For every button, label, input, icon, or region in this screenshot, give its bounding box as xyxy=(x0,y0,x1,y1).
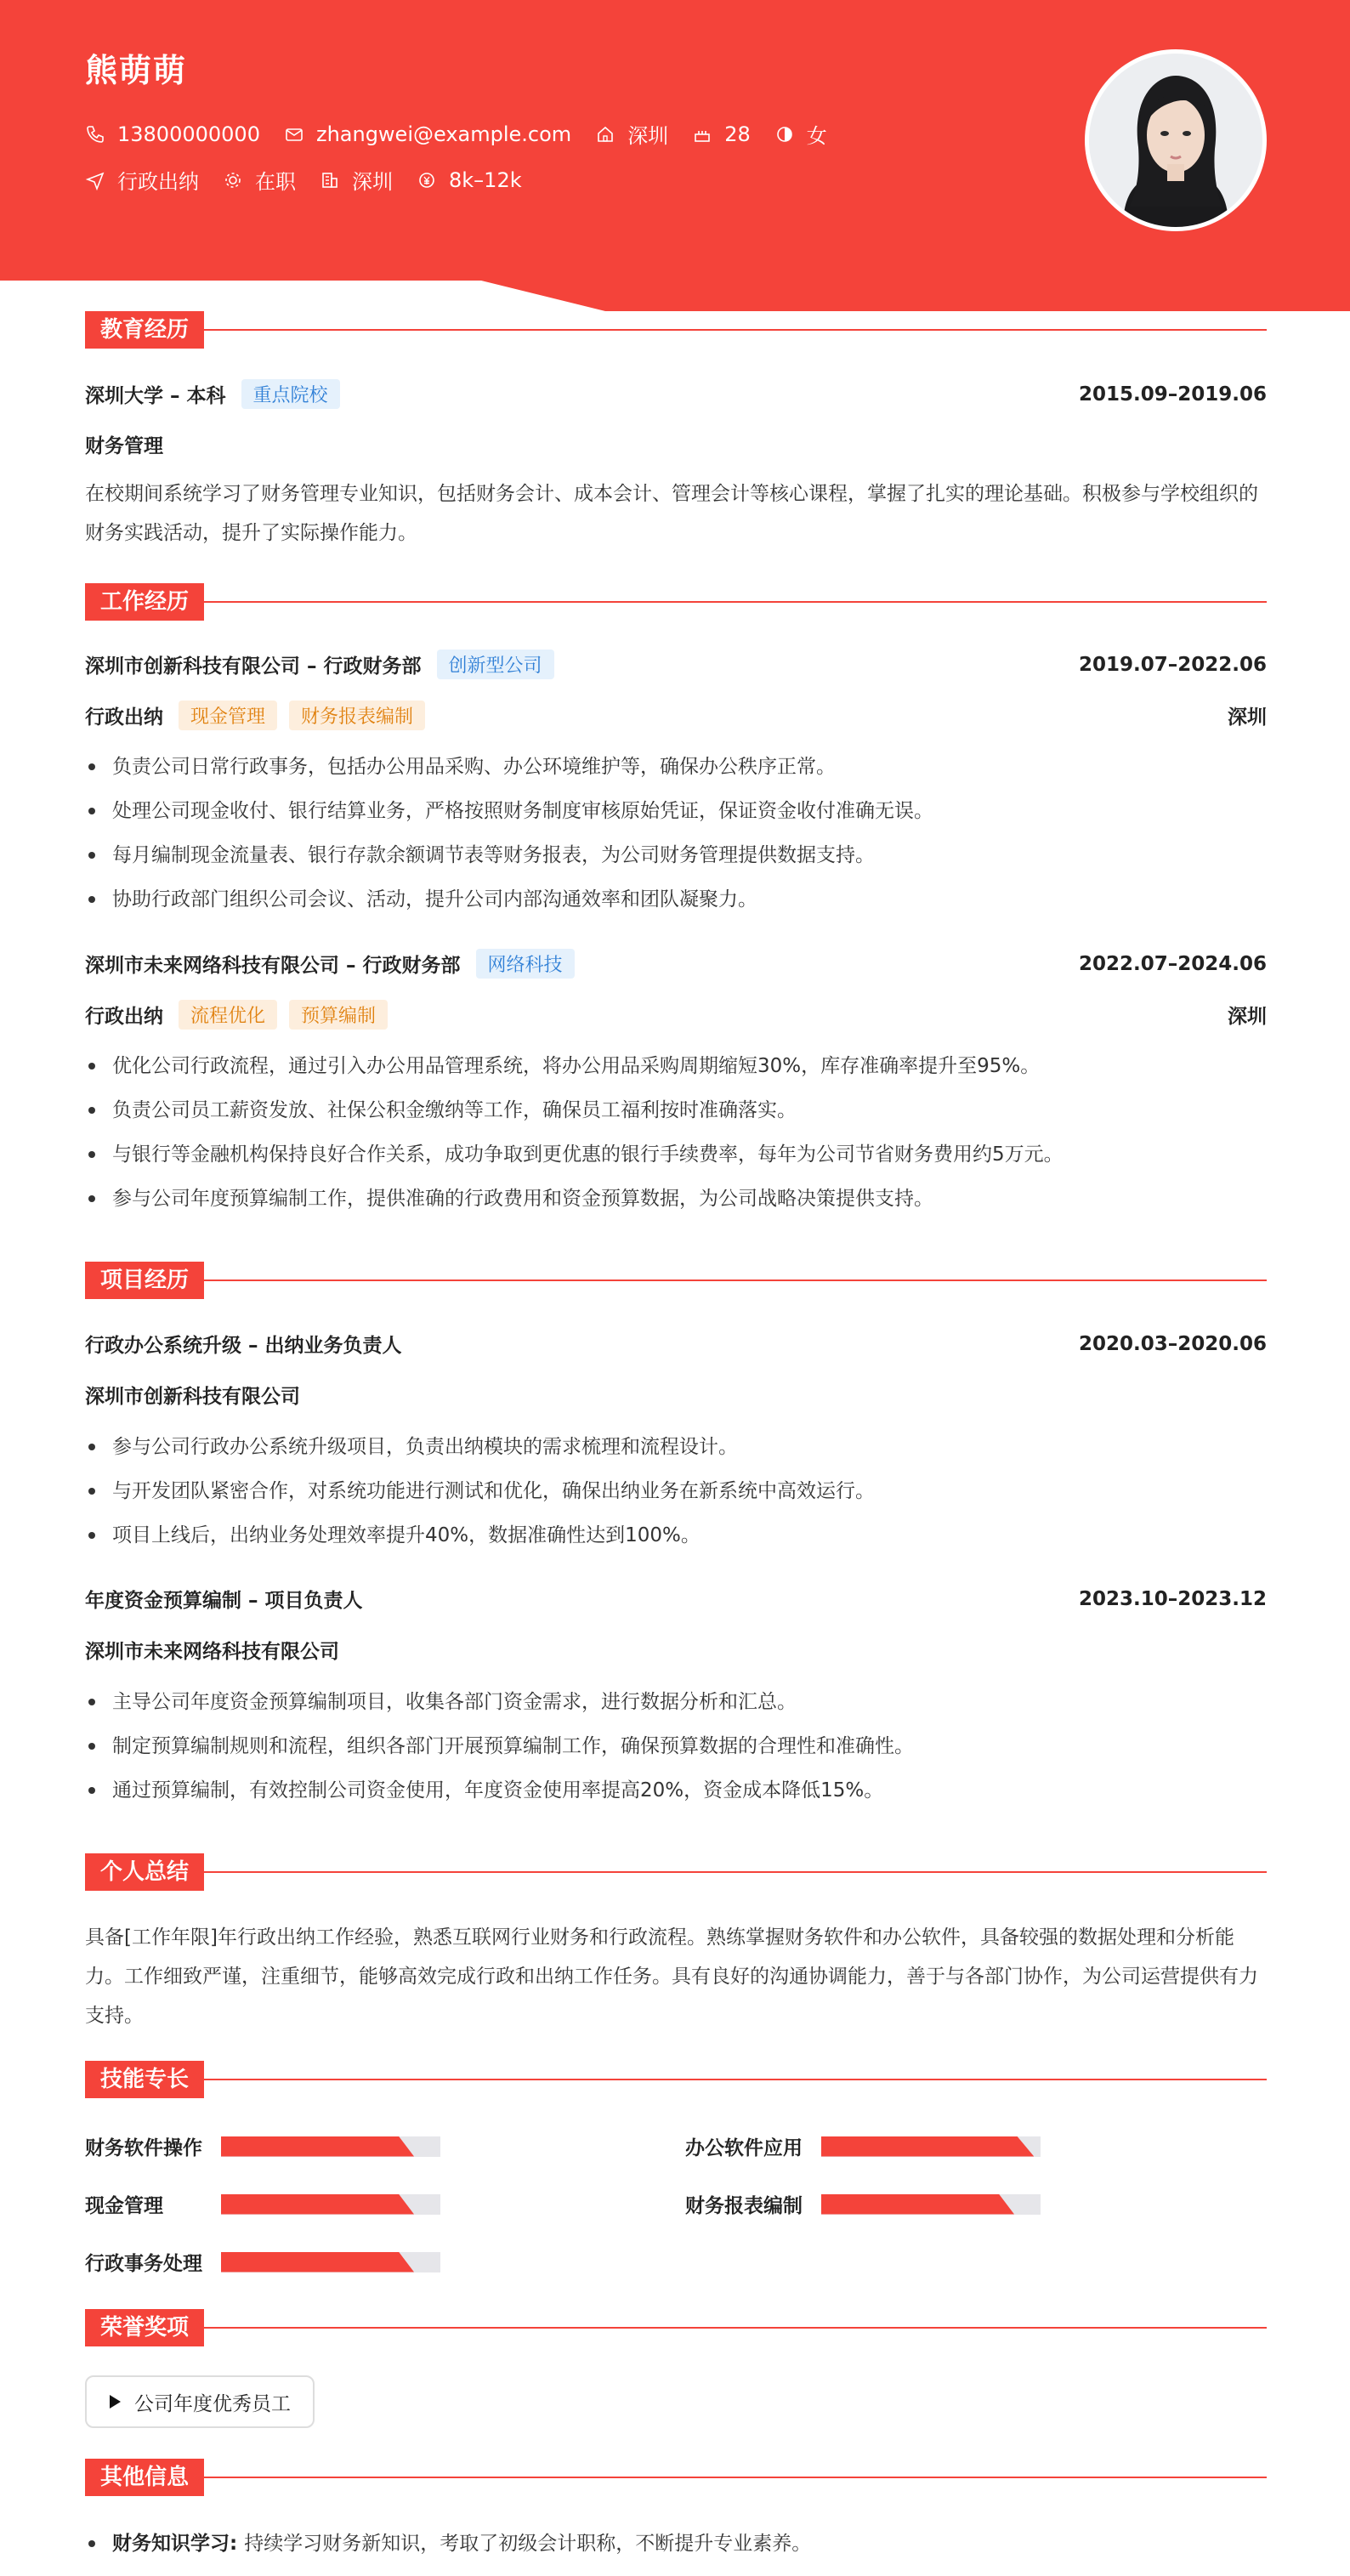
target-city-text: 深圳 xyxy=(352,170,393,194)
skill-bar-fill xyxy=(221,2194,414,2215)
email-item xyxy=(284,122,571,146)
skill-bar xyxy=(221,2194,440,2215)
education-heading: 教育经历 xyxy=(85,311,204,349)
list-item: 与银行等金融机构保持良好合作关系，成功争取到更优惠的银行手续费率，每年为公司节省财务费用约5万元。 xyxy=(85,1132,1267,1177)
avatar xyxy=(1085,49,1267,231)
gear-icon xyxy=(223,170,243,190)
list-item xyxy=(85,2522,1267,2566)
list-item: 每月编制现金流量表、银行存款余额调节表等财务报表，为公司财务管理提供数据支持。 xyxy=(85,833,1267,877)
school-name: 深圳大学 – 本科 xyxy=(85,385,226,407)
work-company: 深圳市创新科技有限公司 – 行政财务部 xyxy=(85,655,422,678)
summary-text: 具备[工作年限]年行政出纳工作经验，熟悉互联网行业财务和行政流程。熟练掌握财务软件和办公软件，具备较强的数据处理和分析能力。工作细致严谨，注重细节，能够高效完成行政和出纳工作任务。具有良好的沟通协调能力，善于与各部门协作，为公司运营提供有力支持。 xyxy=(85,1926,1258,2027)
work-role: 行政出纳 xyxy=(85,1006,163,1028)
work-2-header xyxy=(85,949,1267,979)
gender-icon xyxy=(774,124,795,145)
major-row xyxy=(85,430,1267,458)
home-icon xyxy=(595,124,615,145)
salary-text: 8k–12k xyxy=(449,167,522,192)
project-date: 2020.03–2020.06 xyxy=(1078,1332,1267,1355)
status-text: 在职 xyxy=(255,170,296,194)
awards-section-title xyxy=(85,2309,1267,2346)
skill-bar-fill xyxy=(821,2136,1034,2157)
project-2-header xyxy=(85,1585,1267,1613)
skill-item xyxy=(85,2248,440,2276)
project-name: 年度资金预算编制 – 项目负责人 xyxy=(85,1590,363,1612)
other-heading: 其他信息 xyxy=(85,2459,204,2496)
projects-section-title xyxy=(85,1262,1267,1299)
phone-text: 13800000000 xyxy=(117,122,260,146)
status-item xyxy=(223,165,296,195)
project-company: 深圳市创新科技有限公司 xyxy=(85,1386,300,1408)
skill-bar xyxy=(821,2136,1041,2157)
position-text: 行政出纳 xyxy=(117,170,199,194)
building-icon xyxy=(320,170,340,190)
project-2-bullets xyxy=(85,1680,1267,1813)
list-item: 主导公司年度资金预算编制项目，收集各部门资金需求，进行数据分析和汇总。 xyxy=(85,1680,1267,1724)
company-badge: 网络科技 xyxy=(476,949,575,979)
education-date: 2015.09–2019.06 xyxy=(1078,383,1267,406)
money-icon xyxy=(417,170,437,190)
list-item: 协助行政部门组织公司会议、活动，提升公司内部沟通效率和团队凝聚力。 xyxy=(85,877,1267,922)
other-text: 持续学习财务新知识，考取了初级会计职称，不断提升专业素养。 xyxy=(244,2533,812,2555)
list-item: 项目上线后，出纳业务处理效率提升40%，数据准确性达到100%。 xyxy=(85,1513,1267,1558)
skill-item xyxy=(685,2190,1041,2218)
portrait-image xyxy=(1089,54,1262,227)
skill-tag: 流程优化 xyxy=(179,1000,277,1030)
education-section-title xyxy=(85,311,1267,349)
skill-tag: 预算编制 xyxy=(289,1000,388,1030)
skill-name: 行政事务处理 xyxy=(85,2253,202,2275)
age-item xyxy=(692,122,751,146)
work-1-bullets xyxy=(85,745,1267,922)
project-1-bullets xyxy=(85,1425,1267,1558)
other-label: 财务知识学习: xyxy=(112,2533,238,2555)
project-1-company-row xyxy=(85,1381,1267,1409)
skill-name: 现金管理 xyxy=(85,2195,163,2217)
company-badge: 创新型公司 xyxy=(437,650,554,679)
work-1-role xyxy=(85,701,1267,730)
skill-bar-fill xyxy=(221,2136,414,2157)
mail-icon xyxy=(284,124,304,145)
other-bullets xyxy=(85,2522,1267,2566)
section-divider xyxy=(204,2079,1267,2080)
gender-text: 女 xyxy=(806,124,827,148)
awards-heading: 荣誉奖项 xyxy=(85,2309,204,2346)
work-location: 深圳 xyxy=(1228,1006,1267,1028)
list-item: 参与公司行政办公系统升级项目，负责出纳模块的需求梳理和流程设计。 xyxy=(85,1425,1267,1469)
skill-bar-fill xyxy=(221,2252,414,2272)
project-company: 深圳市未来网络科技有限公司 xyxy=(85,1641,339,1663)
work-section-title xyxy=(85,583,1267,621)
skill-name: 财务报表编制 xyxy=(685,2195,803,2217)
list-item: 负责公司员工薪资发放、社保公积金缴纳等工作，确保员工福利按时准确落实。 xyxy=(85,1088,1267,1132)
skill-tag: 现金管理 xyxy=(179,701,277,730)
section-divider xyxy=(204,601,1267,603)
skill-name: 办公软件应用 xyxy=(685,2137,803,2159)
skills-heading: 技能专长 xyxy=(85,2061,204,2098)
skill-item xyxy=(85,2132,440,2160)
list-item: 与开发团队紧密合作，对系统功能进行测试和优化，确保出纳业务在新系统中高效运行。 xyxy=(85,1469,1267,1513)
work-1-header xyxy=(85,650,1267,679)
skill-item xyxy=(685,2132,1041,2160)
skill-bar xyxy=(221,2252,440,2272)
city-text: 深圳 xyxy=(627,124,669,148)
project-date: 2023.10–2023.12 xyxy=(1078,1587,1267,1610)
contact-info-row xyxy=(85,119,851,149)
work-heading: 工作经历 xyxy=(85,583,204,621)
job-info-row xyxy=(85,165,546,195)
work-2-role xyxy=(85,1000,1267,1030)
work-location: 深圳 xyxy=(1228,706,1267,729)
skill-bar-fill xyxy=(821,2194,1014,2215)
list-item: 负责公司日常行政事务，包括办公用品采购、办公环境维护等，确保办公秩序正常。 xyxy=(85,745,1267,789)
skill-bar xyxy=(821,2194,1041,2215)
work-2-bullets xyxy=(85,1044,1267,1221)
list-item: 处理公司现金收付、银行结算业务，严格按照财务制度审核原始凭证，保证资金收付准确无误。 xyxy=(85,789,1267,833)
other-section-title xyxy=(85,2459,1267,2496)
project-name: 行政办公系统升级 – 出纳业务负责人 xyxy=(85,1335,402,1357)
list-item: 通过预算编制，有效控制公司资金使用，年度资金使用率提高20%，资金成本降低15%。 xyxy=(85,1768,1267,1813)
city-item xyxy=(595,119,668,149)
list-item: 参与公司年度预算编制工作，提供准确的行政费用和资金预算数据，为公司战略决策提供支持。 xyxy=(85,1177,1267,1221)
skill-tag: 财务报表编制 xyxy=(289,701,425,730)
section-divider xyxy=(204,1871,1267,1873)
school-badge: 重点院校 xyxy=(241,379,340,409)
work-date: 2019.07–2022.06 xyxy=(1078,653,1267,676)
candidate-name: 熊萌萌 xyxy=(85,52,188,89)
resume-header xyxy=(0,0,1350,315)
project-1-header xyxy=(85,1330,1267,1358)
position-item xyxy=(85,165,199,195)
summary-section-title xyxy=(85,1853,1267,1891)
work-date: 2022.07–2024.06 xyxy=(1078,952,1267,975)
skill-name: 财务软件操作 xyxy=(85,2137,202,2159)
summary-heading: 个人总结 xyxy=(85,1853,204,1891)
target-city-item xyxy=(320,165,393,195)
award-item xyxy=(85,2375,315,2428)
avatar-photo xyxy=(1089,54,1262,227)
play-triangle-icon xyxy=(107,2393,122,2410)
send-icon xyxy=(85,170,105,190)
major-name: 财务管理 xyxy=(85,435,163,457)
cake-icon xyxy=(692,124,712,145)
skills-section-title xyxy=(85,2061,1267,2098)
section-divider xyxy=(204,2477,1267,2478)
education-row xyxy=(85,379,1267,409)
section-divider xyxy=(204,2327,1267,2329)
age-text: 28 xyxy=(724,122,751,146)
work-company: 深圳市未来网络科技有限公司 – 行政财务部 xyxy=(85,955,461,977)
skill-item xyxy=(85,2190,440,2218)
section-divider xyxy=(204,329,1267,331)
education-description: 在校期间系统学习了财务管理专业知识，包括财务会计、成本会计、管理会计等核心课程，掌握了扎实的理论基础。积极参与学校组织的财务实践活动，提升了实际操作能力。 xyxy=(85,483,1258,544)
salary-item xyxy=(417,168,522,192)
skill-bar xyxy=(221,2136,440,2157)
list-item: 优化公司行政流程，通过引入办公用品管理系统，将办公用品采购周期缩短30%，库存准确率提升至95%。 xyxy=(85,1044,1267,1088)
email-text: zhangwei@example.com xyxy=(315,122,572,146)
work-role: 行政出纳 xyxy=(85,706,163,729)
phone-item xyxy=(85,122,260,146)
section-divider xyxy=(204,1279,1267,1281)
project-2-company-row xyxy=(85,1636,1267,1664)
list-item: 制定预算编制规则和流程，组织各部门开展预算编制工作，确保预算数据的合理性和准确性。 xyxy=(85,1724,1267,1768)
gender-item xyxy=(774,119,827,149)
projects-heading: 项目经历 xyxy=(85,1262,204,1299)
award-name: 公司年度优秀员工 xyxy=(134,2392,291,2415)
phone-icon xyxy=(85,124,105,145)
